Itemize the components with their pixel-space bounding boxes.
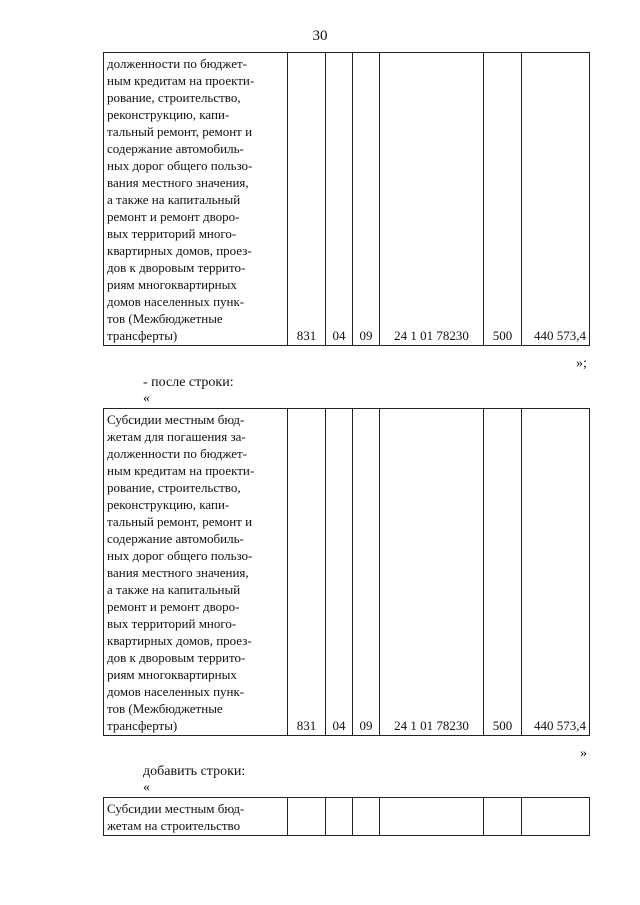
target-code-cell: 24 1 01 78230 <box>380 53 484 346</box>
description-line: содержание автомобиль- <box>107 141 244 156</box>
description-line: трансферты) <box>107 328 178 343</box>
row-description <box>104 798 288 836</box>
table-row <box>104 409 590 736</box>
amount-cell: 440 573,4 <box>522 53 590 346</box>
ministry-code-cell: 831 <box>288 53 326 346</box>
description-line: риям многоквартирных <box>107 667 237 682</box>
description-line: реконструкцию, капи- <box>107 107 230 122</box>
closing-quote: »; <box>576 356 587 371</box>
ministry-code-cell: 831 <box>288 409 326 736</box>
description-line: вания местного значения, <box>107 175 249 190</box>
description-line: Субсидии местным бюд- <box>107 412 245 427</box>
description-line: вых территорий много- <box>107 616 237 631</box>
description-line: жетам на строительство <box>107 818 241 833</box>
budget-table-reference-row <box>103 408 590 736</box>
description-line: домов населенных пунк- <box>107 294 245 309</box>
description-line: содержание автомобиль- <box>107 531 244 546</box>
table-row <box>104 53 590 346</box>
description-line: а также на капитальный <box>107 192 241 207</box>
description-line: Субсидии местным бюд- <box>107 801 245 816</box>
description-line: ных дорог общего пользо- <box>107 548 253 563</box>
opening-quote: « <box>143 780 150 795</box>
row-description <box>104 409 288 736</box>
description-line: трансферты) <box>107 718 178 733</box>
table-row <box>104 798 590 836</box>
row-description <box>104 53 288 346</box>
description-line: ремонт и ремонт дворо- <box>107 599 240 614</box>
opening-quote: « <box>143 391 150 406</box>
description-line: тов (Межбюджетные <box>107 311 223 326</box>
description-line: квартирных домов, проез- <box>107 633 252 648</box>
expense-type-cell: 500 <box>484 409 522 736</box>
description-line: ремонт и ремонт дворо- <box>107 209 240 224</box>
amount-cell: 440 573,4 <box>522 409 590 736</box>
description-line: тальный ремонт, ремонт и <box>107 514 253 529</box>
subsection-code-cell: 09 <box>353 409 380 736</box>
description-line: ным кредитам на проекти- <box>107 463 255 478</box>
description-line: ным кредитам на проекти- <box>107 73 255 88</box>
budget-table-continued <box>103 52 590 346</box>
section-code-cell: 04 <box>326 53 353 346</box>
description-line: вых территорий много- <box>107 226 237 241</box>
target-code-cell <box>380 798 484 836</box>
description-line: долженности по бюджет- <box>107 56 247 71</box>
description-line: реконструкцию, капи- <box>107 497 230 512</box>
description-line: вания местного значения, <box>107 565 249 580</box>
description-line: жетам для погашения за- <box>107 429 246 444</box>
subsection-code-cell: 09 <box>353 53 380 346</box>
after-row-label: - после строки: <box>143 375 234 390</box>
description-line: риям многоквартирных <box>107 277 237 292</box>
description-line: дов к дворовым террито- <box>107 260 246 275</box>
description-line: рование, строительство, <box>107 90 241 105</box>
description-line: а также на капитальный <box>107 582 241 597</box>
budget-table-new-rows <box>103 797 590 836</box>
expense-type-cell: 500 <box>484 53 522 346</box>
add-rows-label: добавить строки: <box>143 764 246 779</box>
subsection-code-cell <box>353 798 380 836</box>
section-code-cell <box>326 798 353 836</box>
description-line: квартирных домов, проез- <box>107 243 252 258</box>
ministry-code-cell <box>288 798 326 836</box>
amount-cell <box>522 798 590 836</box>
description-line: дов к дворовым террито- <box>107 650 246 665</box>
target-code-cell: 24 1 01 78230 <box>380 409 484 736</box>
description-line: рование, строительство, <box>107 480 241 495</box>
closing-quote: » <box>580 746 587 761</box>
expense-type-cell <box>484 798 522 836</box>
description-line: ных дорог общего пользо- <box>107 158 253 173</box>
section-code-cell: 04 <box>326 409 353 736</box>
page-number: 30 <box>312 28 328 44</box>
description-line: долженности по бюджет- <box>107 446 247 461</box>
description-line: тов (Межбюджетные <box>107 701 223 716</box>
description-line: домов населенных пунк- <box>107 684 245 699</box>
description-line: тальный ремонт, ремонт и <box>107 124 253 139</box>
